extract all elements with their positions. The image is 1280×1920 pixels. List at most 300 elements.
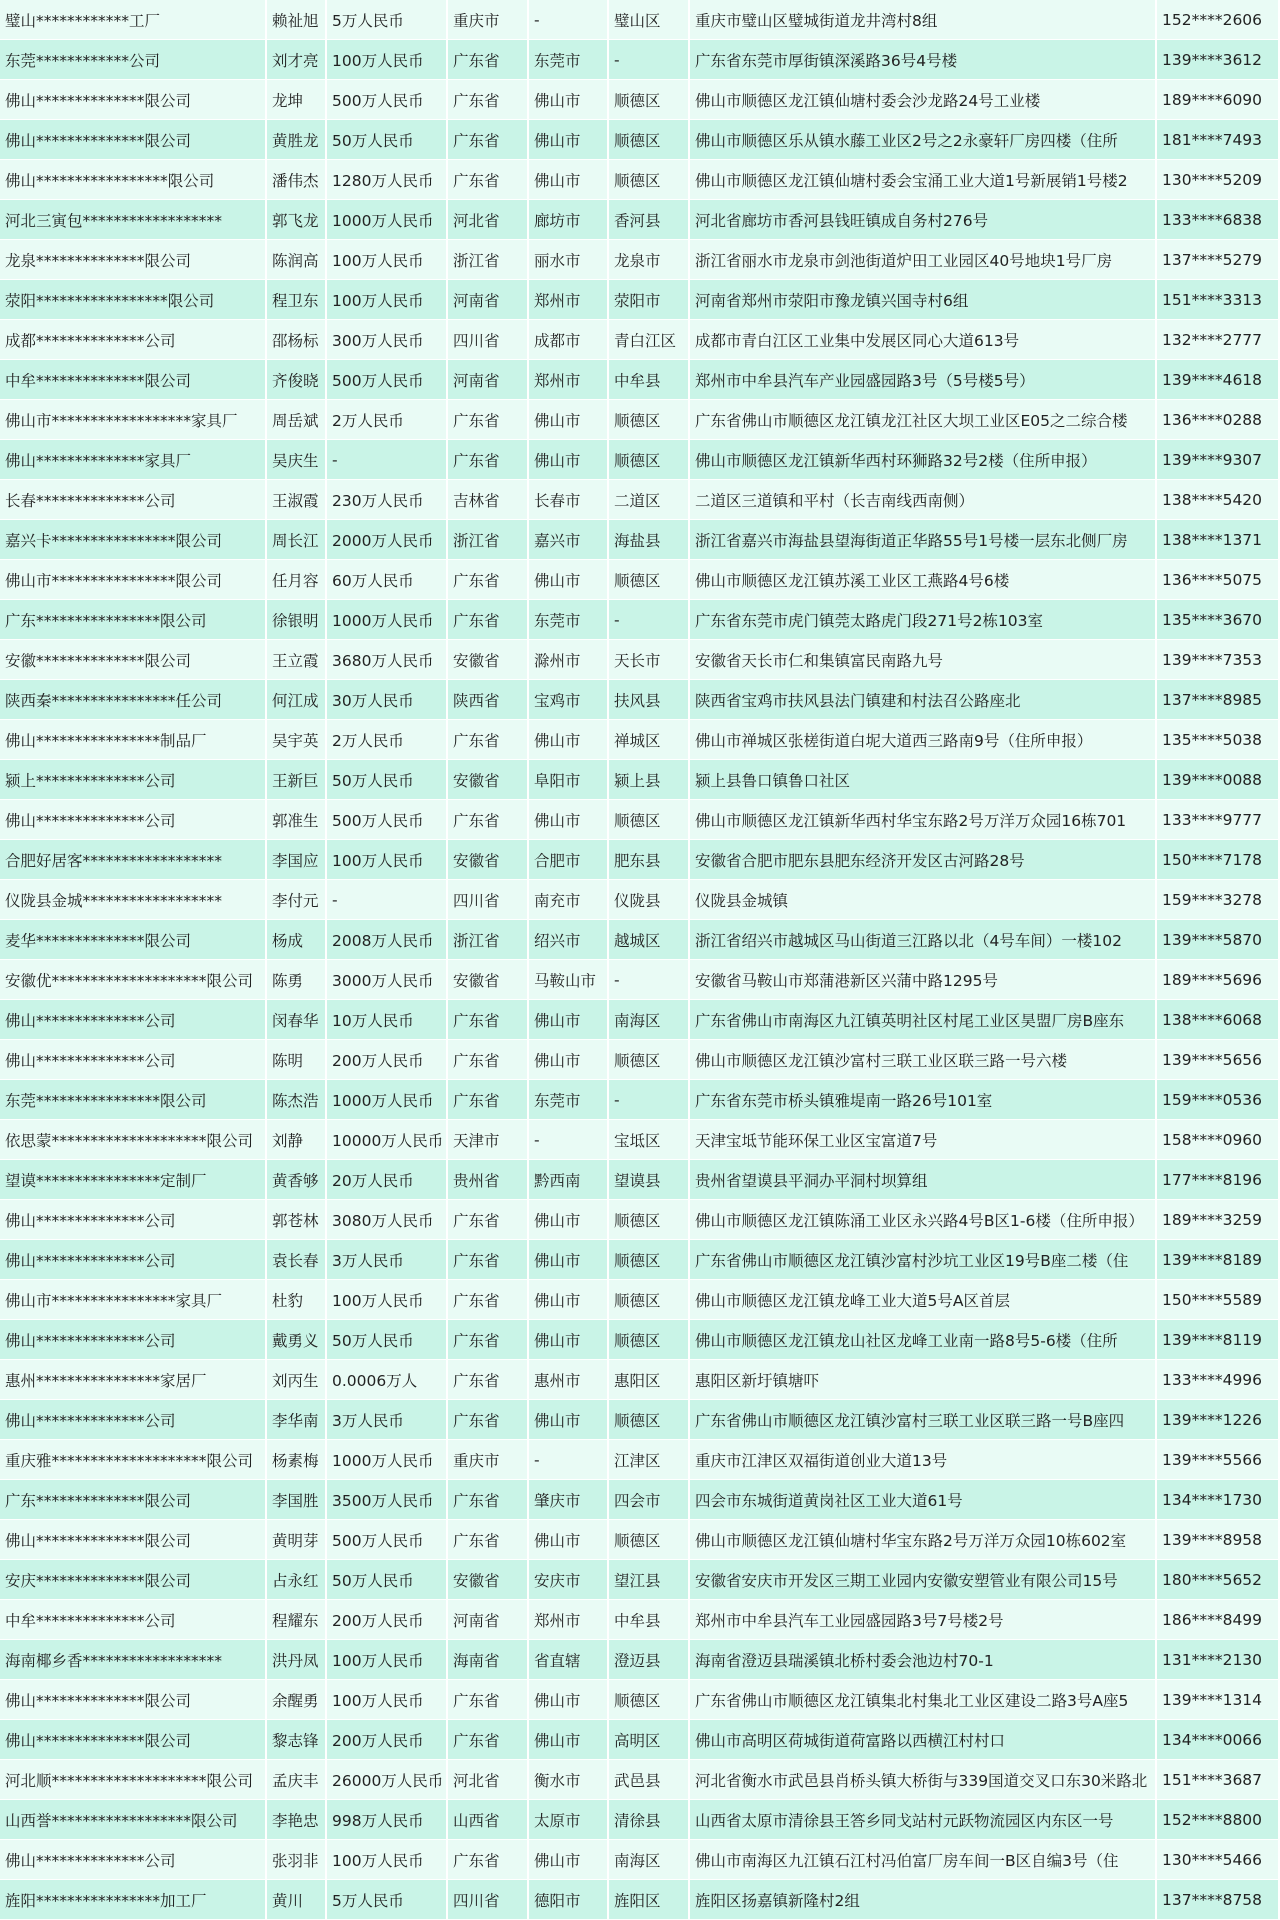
table-row: [0, 1480, 1278, 1520]
province-cell: 广东省: [447, 160, 528, 200]
registered-capital-cell: 500万人民币: [326, 80, 447, 120]
province-cell: 海南省: [447, 1640, 528, 1680]
district-cell: 惠阳区: [608, 1360, 689, 1400]
phone-cell: 139****7353: [1156, 640, 1278, 680]
address-cell: 佛山市顺德区龙江镇龙山社区龙峰工业南一路8号5-6楼（住所: [689, 1320, 1156, 1360]
phone-cell: 136****0288: [1156, 400, 1278, 440]
district-cell: 南海区: [608, 1000, 689, 1040]
city-cell: 太原市: [528, 1800, 608, 1840]
table-row: [0, 720, 1278, 760]
province-cell: 广东省: [447, 1280, 528, 1320]
company-name-cell: 佛山**************公司: [0, 1040, 266, 1080]
address-cell: 佛山市顺德区龙江镇龙峰工业大道5号A区首层: [689, 1280, 1156, 1320]
city-cell: 郑州市: [528, 360, 608, 400]
phone-cell: 134****1730: [1156, 1480, 1278, 1520]
registered-capital-cell: 3万人民币: [326, 1240, 447, 1280]
contact-person-cell: 张羽非: [266, 1840, 326, 1880]
province-cell: 浙江省: [447, 240, 528, 280]
city-cell: 省直辖: [528, 1640, 608, 1680]
contact-person-cell: 王淑霞: [266, 480, 326, 520]
contact-person-cell: 何江成: [266, 680, 326, 720]
phone-cell: 139****1226: [1156, 1400, 1278, 1440]
city-cell: -: [528, 1120, 608, 1160]
district-cell: 顺德区: [608, 800, 689, 840]
registered-capital-cell: 200万人民币: [326, 1720, 447, 1760]
phone-cell: 137****8985: [1156, 680, 1278, 720]
city-cell: 郑州市: [528, 1600, 608, 1640]
registered-capital-cell: 3500万人民币: [326, 1480, 447, 1520]
company-name-cell: 广东**************限公司: [0, 1480, 266, 1520]
registered-capital-cell: 100万人民币: [326, 240, 447, 280]
phone-cell: 130****5209: [1156, 160, 1278, 200]
district-cell: 二道区: [608, 480, 689, 520]
province-cell: 河北省: [447, 1760, 528, 1800]
contact-person-cell: 杨素梅: [266, 1440, 326, 1480]
table-row: [0, 1680, 1278, 1720]
contact-person-cell: 刘静: [266, 1120, 326, 1160]
company-name-cell: 佛山**************公司: [0, 1240, 266, 1280]
company-name-cell: 山西誉******************限公司: [0, 1800, 266, 1840]
contact-person-cell: 潘伟杰: [266, 160, 326, 200]
company-name-cell: 佛山**************限公司: [0, 1720, 266, 1760]
table-row: [0, 440, 1278, 480]
province-cell: 广东省: [447, 1200, 528, 1240]
registered-capital-cell: 3680万人民币: [326, 640, 447, 680]
address-cell: 广东省佛山市顺德区龙江镇集北村集北工业区建设二路3号A座5: [689, 1680, 1156, 1720]
city-cell: 佛山市: [528, 1840, 608, 1880]
district-cell: 顺德区: [608, 1200, 689, 1240]
phone-cell: 133****9777: [1156, 800, 1278, 840]
province-cell: 浙江省: [447, 520, 528, 560]
province-cell: 重庆市: [447, 0, 528, 40]
contact-person-cell: 杨成: [266, 920, 326, 960]
phone-cell: 138****1371: [1156, 520, 1278, 560]
city-cell: 佛山市: [528, 800, 608, 840]
address-cell: 广东省佛山市顺德区龙江镇龙江社区大坝工业区E05之二综合楼: [689, 400, 1156, 440]
table-row: [0, 1520, 1278, 1560]
company-name-cell: 中牟**************公司: [0, 1600, 266, 1640]
table-row: [0, 1720, 1278, 1760]
province-cell: 河北省: [447, 200, 528, 240]
company-name-cell: 安徽优********************限公司: [0, 960, 266, 1000]
phone-cell: 189****3259: [1156, 1200, 1278, 1240]
registered-capital-cell: 26000万人民币: [326, 1760, 447, 1800]
company-name-cell: 望谟****************定制厂: [0, 1160, 266, 1200]
registered-capital-cell: 3080万人民币: [326, 1200, 447, 1240]
registered-capital-cell: 1000万人民币: [326, 1080, 447, 1120]
table-row: [0, 960, 1278, 1000]
city-cell: 德阳市: [528, 1880, 608, 1920]
address-cell: 浙江省丽水市龙泉市剑池街道炉田工业园区40号地块1号厂房: [689, 240, 1156, 280]
contact-person-cell: 郭飞龙: [266, 200, 326, 240]
contact-person-cell: 黄明芽: [266, 1520, 326, 1560]
district-cell: 望谟县: [608, 1160, 689, 1200]
address-cell: 广东省东莞市桥头镇雅堤南一路26号101室: [689, 1080, 1156, 1120]
registered-capital-cell: 10000万人民币: [326, 1120, 447, 1160]
contact-person-cell: 余醒勇: [266, 1680, 326, 1720]
phone-cell: 159****0536: [1156, 1080, 1278, 1120]
phone-cell: 139****4618: [1156, 360, 1278, 400]
table-row: [0, 1160, 1278, 1200]
registered-capital-cell: 2万人民币: [326, 720, 447, 760]
phone-cell: 151****3313: [1156, 280, 1278, 320]
table-row: [0, 1640, 1278, 1680]
registered-capital-cell: 100万人民币: [326, 280, 447, 320]
province-cell: 广东省: [447, 1840, 528, 1880]
address-cell: 安徽省天长市仁和集镇富民南路九号: [689, 640, 1156, 680]
registered-capital-cell: 1000万人民币: [326, 600, 447, 640]
company-name-cell: 荥阳*****************限公司: [0, 280, 266, 320]
table-row: [0, 160, 1278, 200]
phone-cell: 132****2777: [1156, 320, 1278, 360]
province-cell: 浙江省: [447, 920, 528, 960]
province-cell: 安徽省: [447, 1560, 528, 1600]
district-cell: -: [608, 600, 689, 640]
table-row: [0, 840, 1278, 880]
registered-capital-cell: 300万人民币: [326, 320, 447, 360]
province-cell: 广东省: [447, 800, 528, 840]
contact-person-cell: 陈勇: [266, 960, 326, 1000]
province-cell: 广东省: [447, 40, 528, 80]
district-cell: 顺德区: [608, 80, 689, 120]
table-row: [0, 1760, 1278, 1800]
company-name-cell: 佛山**************公司: [0, 1200, 266, 1240]
address-cell: 佛山市南海区九江镇石江村冯伯富厂房车间一B区自编3号（住: [689, 1840, 1156, 1880]
province-cell: 广东省: [447, 1720, 528, 1760]
district-cell: 海盐县: [608, 520, 689, 560]
table-row: [0, 1000, 1278, 1040]
city-cell: 丽水市: [528, 240, 608, 280]
district-cell: 肥东县: [608, 840, 689, 880]
contact-person-cell: 李国应: [266, 840, 326, 880]
company-name-cell: 佛山**************限公司: [0, 80, 266, 120]
registered-capital-cell: 100万人民币: [326, 1280, 447, 1320]
phone-cell: 135****5038: [1156, 720, 1278, 760]
company-name-cell: 河北顺********************限公司: [0, 1760, 266, 1800]
company-name-cell: 成都**************公司: [0, 320, 266, 360]
district-cell: 荥阳市: [608, 280, 689, 320]
district-cell: 宝坻区: [608, 1120, 689, 1160]
phone-cell: 186****8499: [1156, 1600, 1278, 1640]
contact-person-cell: 周长江: [266, 520, 326, 560]
company-name-cell: 安庆**************限公司: [0, 1560, 266, 1600]
address-cell: 佛山市顺德区乐从镇水藤工业区2号之2永豪轩厂房四楼（住所: [689, 120, 1156, 160]
province-cell: 陕西省: [447, 680, 528, 720]
province-cell: 河南省: [447, 360, 528, 400]
registered-capital-cell: 230万人民币: [326, 480, 447, 520]
province-cell: 广东省: [447, 1240, 528, 1280]
city-cell: 长春市: [528, 480, 608, 520]
city-cell: 安庆市: [528, 1560, 608, 1600]
company-name-cell: 依思蒙********************限公司: [0, 1120, 266, 1160]
address-cell: 佛山市顺德区龙江镇仙塘村华宝东路2号万洋万众园10栋602室: [689, 1520, 1156, 1560]
district-cell: 顺德区: [608, 1040, 689, 1080]
district-cell: 澄迈县: [608, 1640, 689, 1680]
company-name-cell: 麦华**************限公司: [0, 920, 266, 960]
address-cell: 仪陇县金城镇: [689, 880, 1156, 920]
registered-capital-cell: 100万人民币: [326, 1840, 447, 1880]
contact-person-cell: 占永红: [266, 1560, 326, 1600]
province-cell: 广东省: [447, 1680, 528, 1720]
phone-cell: 135****3670: [1156, 600, 1278, 640]
province-cell: 安徽省: [447, 760, 528, 800]
province-cell: 安徽省: [447, 640, 528, 680]
contact-person-cell: 陈杰浩: [266, 1080, 326, 1120]
address-cell: 佛山市高明区荷城街道荷富路以西横江村村口: [689, 1720, 1156, 1760]
contact-person-cell: 黄胜龙: [266, 120, 326, 160]
phone-cell: 139****9307: [1156, 440, 1278, 480]
table-row: [0, 1040, 1278, 1080]
city-cell: 嘉兴市: [528, 520, 608, 560]
table-row: [0, 1080, 1278, 1120]
province-cell: 广东省: [447, 560, 528, 600]
table-row: [0, 1600, 1278, 1640]
registered-capital-cell: 500万人民币: [326, 1520, 447, 1560]
phone-cell: 150****7178: [1156, 840, 1278, 880]
phone-cell: 189****5696: [1156, 960, 1278, 1000]
province-cell: 广东省: [447, 720, 528, 760]
address-cell: 二道区三道镇和平村（长吉南线西南侧）: [689, 480, 1156, 520]
company-name-cell: 佛山**************公司: [0, 1840, 266, 1880]
company-name-cell: 广东****************限公司: [0, 600, 266, 640]
registered-capital-cell: 1280万人民币: [326, 160, 447, 200]
phone-cell: 139****5566: [1156, 1440, 1278, 1480]
table-row: [0, 1800, 1278, 1840]
phone-cell: 181****7493: [1156, 120, 1278, 160]
address-cell: 佛山市顺德区龙江镇新华西村华宝东路2号万洋万众园16栋701: [689, 800, 1156, 840]
phone-cell: 189****6090: [1156, 80, 1278, 120]
registered-capital-cell: 2000万人民币: [326, 520, 447, 560]
province-cell: 广东省: [447, 120, 528, 160]
address-cell: 佛山市顺德区龙江镇仙塘村委会宝涌工业大道1号新展销1号楼2: [689, 160, 1156, 200]
address-cell: 广东省东莞市厚街镇深溪路36号4号楼: [689, 40, 1156, 80]
district-cell: 璧山区: [608, 0, 689, 40]
table-row: [0, 1400, 1278, 1440]
phone-cell: 152****8800: [1156, 1800, 1278, 1840]
registered-capital-cell: -: [326, 440, 447, 480]
district-cell: 仪陇县: [608, 880, 689, 920]
province-cell: 四川省: [447, 320, 528, 360]
contact-person-cell: 王立霞: [266, 640, 326, 680]
registered-capital-cell: 500万人民币: [326, 360, 447, 400]
table-row: [0, 600, 1278, 640]
province-cell: 广东省: [447, 1040, 528, 1080]
city-cell: 佛山市: [528, 80, 608, 120]
contact-person-cell: 王新巨: [266, 760, 326, 800]
registered-capital-cell: 0.0006万人: [326, 1360, 447, 1400]
province-cell: 广东省: [447, 1360, 528, 1400]
address-cell: 佛山市顺德区龙江镇仙塘村委会沙龙路24号工业楼: [689, 80, 1156, 120]
company-name-cell: 佛山**************限公司: [0, 120, 266, 160]
table-row: [0, 240, 1278, 280]
registered-capital-cell: 50万人民币: [326, 1320, 447, 1360]
table-row: [0, 520, 1278, 560]
phone-cell: 133****6838: [1156, 200, 1278, 240]
company-name-cell: 佛山**************家具厂: [0, 440, 266, 480]
address-cell: 重庆市江津区双福街道创业大道13号: [689, 1440, 1156, 1480]
city-cell: 佛山市: [528, 1040, 608, 1080]
phone-cell: 151****3687: [1156, 1760, 1278, 1800]
registered-capital-cell: 2008万人民币: [326, 920, 447, 960]
registered-capital-cell: 998万人民币: [326, 1800, 447, 1840]
contact-person-cell: 程卫东: [266, 280, 326, 320]
registered-capital-cell: 100万人民币: [326, 1680, 447, 1720]
district-cell: 高明区: [608, 1720, 689, 1760]
registered-capital-cell: 1000万人民币: [326, 200, 447, 240]
district-cell: 四会市: [608, 1480, 689, 1520]
company-name-cell: 河北三寅包******************: [0, 200, 266, 240]
district-cell: 禅城区: [608, 720, 689, 760]
district-cell: 中牟县: [608, 1600, 689, 1640]
contact-person-cell: 龙坤: [266, 80, 326, 120]
city-cell: 马鞍山市: [528, 960, 608, 1000]
province-cell: 广东省: [447, 1520, 528, 1560]
phone-cell: 138****5420: [1156, 480, 1278, 520]
contact-person-cell: 邵杨标: [266, 320, 326, 360]
address-cell: 佛山市顺德区龙江镇沙富村三联工业区联三路一号六楼: [689, 1040, 1156, 1080]
city-cell: 佛山市: [528, 1320, 608, 1360]
address-cell: 佛山市顺德区龙江镇陈涌工业区永兴路4号B区1-6楼（住所申报）: [689, 1200, 1156, 1240]
contact-person-cell: 李艳忠: [266, 1800, 326, 1840]
city-cell: 东莞市: [528, 40, 608, 80]
province-cell: 广东省: [447, 1400, 528, 1440]
table-row: [0, 920, 1278, 960]
company-name-cell: 中牟**************限公司: [0, 360, 266, 400]
phone-cell: 159****3278: [1156, 880, 1278, 920]
phone-cell: 137****5279: [1156, 240, 1278, 280]
company-name-cell: 璧山************工厂: [0, 0, 266, 40]
table-row: [0, 1560, 1278, 1600]
city-cell: 阜阳市: [528, 760, 608, 800]
address-cell: 安徽省合肥市肥东县肥东经济开发区古河路28号: [689, 840, 1156, 880]
company-name-cell: 佛山**************限公司: [0, 1680, 266, 1720]
address-cell: 重庆市璧山区璧城街道龙井湾村8组: [689, 0, 1156, 40]
contact-person-cell: 戴勇义: [266, 1320, 326, 1360]
company-name-cell: 陕西秦****************任公司: [0, 680, 266, 720]
district-cell: 天长市: [608, 640, 689, 680]
table-row: [0, 0, 1278, 40]
registered-capital-cell: 200万人民币: [326, 1040, 447, 1080]
district-cell: -: [608, 40, 689, 80]
company-name-cell: 海南椰乡香******************: [0, 1640, 266, 1680]
district-cell: 越城区: [608, 920, 689, 960]
company-name-cell: 佛山市****************家具厂: [0, 1280, 266, 1320]
address-cell: 颍上县鲁口镇鲁口社区: [689, 760, 1156, 800]
contact-person-cell: 陈明: [266, 1040, 326, 1080]
city-cell: 佛山市: [528, 1680, 608, 1720]
table-row: [0, 1320, 1278, 1360]
province-cell: 吉林省: [447, 480, 528, 520]
phone-cell: 134****0066: [1156, 1720, 1278, 1760]
province-cell: 广东省: [447, 80, 528, 120]
contact-person-cell: 闵春华: [266, 1000, 326, 1040]
company-name-cell: 惠州****************家居厂: [0, 1360, 266, 1400]
registered-capital-cell: 50万人民币: [326, 760, 447, 800]
district-cell: 顺德区: [608, 400, 689, 440]
city-cell: 惠州市: [528, 1360, 608, 1400]
city-cell: 佛山市: [528, 720, 608, 760]
city-cell: 东莞市: [528, 1080, 608, 1120]
phone-cell: 139****3612: [1156, 40, 1278, 80]
address-cell: 河南省郑州市荥阳市豫龙镇兴国寺村6组: [689, 280, 1156, 320]
city-cell: 佛山市: [528, 160, 608, 200]
district-cell: 南海区: [608, 1840, 689, 1880]
table-row: [0, 400, 1278, 440]
phone-cell: 150****5589: [1156, 1280, 1278, 1320]
table-row: [0, 1840, 1278, 1880]
phone-cell: 180****5652: [1156, 1560, 1278, 1600]
district-cell: 旌阳区: [608, 1880, 689, 1920]
address-cell: 海南省澄迈县瑞溪镇北桥村委会池边村70-1: [689, 1640, 1156, 1680]
registered-capital-cell: 3000万人民币: [326, 960, 447, 1000]
contact-person-cell: 李付元: [266, 880, 326, 920]
table-row: [0, 360, 1278, 400]
registered-capital-cell: 5万人民币: [326, 1880, 447, 1920]
address-cell: 河北省衡水市武邑县肖桥头镇大桥街与339国道交叉口东30米路北: [689, 1760, 1156, 1800]
city-cell: 郑州市: [528, 280, 608, 320]
province-cell: 河南省: [447, 280, 528, 320]
phone-cell: 139****5656: [1156, 1040, 1278, 1080]
district-cell: 清徐县: [608, 1800, 689, 1840]
table-row: [0, 80, 1278, 120]
address-cell: 广东省佛山市顺德区龙江镇沙富村沙坑工业区19号B座二楼（住: [689, 1240, 1156, 1280]
city-cell: 滁州市: [528, 640, 608, 680]
address-cell: 郑州市中牟县汽车工业园盛园路3号7号楼2号: [689, 1600, 1156, 1640]
province-cell: 重庆市: [447, 1440, 528, 1480]
company-name-cell: 佛山**************公司: [0, 1400, 266, 1440]
district-cell: 扶风县: [608, 680, 689, 720]
registered-capital-cell: 100万人民币: [326, 1640, 447, 1680]
phone-cell: 131****2130: [1156, 1640, 1278, 1680]
contact-person-cell: 程耀东: [266, 1600, 326, 1640]
city-cell: -: [528, 0, 608, 40]
city-cell: 佛山市: [528, 1720, 608, 1760]
registered-capital-cell: 500万人民币: [326, 800, 447, 840]
address-cell: 佛山市顺德区龙江镇苏溪工业区工燕路4号6楼: [689, 560, 1156, 600]
province-cell: 山西省: [447, 1800, 528, 1840]
province-cell: 广东省: [447, 1480, 528, 1520]
phone-cell: 139****0088: [1156, 760, 1278, 800]
table-row: [0, 800, 1278, 840]
registered-capital-cell: 1000万人民币: [326, 1440, 447, 1480]
city-cell: 佛山市: [528, 440, 608, 480]
contact-person-cell: 杜豹: [266, 1280, 326, 1320]
company-name-cell: 东莞****************限公司: [0, 1080, 266, 1120]
province-cell: 四川省: [447, 880, 528, 920]
contact-person-cell: 吴庆生: [266, 440, 326, 480]
company-name-cell: 仪陇县金城******************: [0, 880, 266, 920]
registered-capital-cell: 50万人民币: [326, 120, 447, 160]
province-cell: 广东省: [447, 600, 528, 640]
city-cell: 佛山市: [528, 1000, 608, 1040]
contact-person-cell: 袁长春: [266, 1240, 326, 1280]
address-cell: 惠阳区新圩镇塘吓: [689, 1360, 1156, 1400]
address-cell: 广东省佛山市南海区九江镇英明社区村尾工业区昊盟厂房B座东: [689, 1000, 1156, 1040]
city-cell: 佛山市: [528, 1240, 608, 1280]
district-cell: 顺德区: [608, 1520, 689, 1560]
district-cell: 顺德区: [608, 1680, 689, 1720]
province-cell: 广东省: [447, 1000, 528, 1040]
district-cell: 顺德区: [608, 120, 689, 160]
address-cell: 山西省太原市清徐县王答乡同戈站村元跃物流园区内东区一号: [689, 1800, 1156, 1840]
phone-cell: 139****8119: [1156, 1320, 1278, 1360]
registered-capital-cell: 3万人民币: [326, 1400, 447, 1440]
city-cell: 黔西南: [528, 1160, 608, 1200]
address-cell: 四会市东城街道黄岗社区工业大道61号: [689, 1480, 1156, 1520]
phone-cell: 139****5870: [1156, 920, 1278, 960]
district-cell: 顺德区: [608, 560, 689, 600]
city-cell: 佛山市: [528, 1520, 608, 1560]
